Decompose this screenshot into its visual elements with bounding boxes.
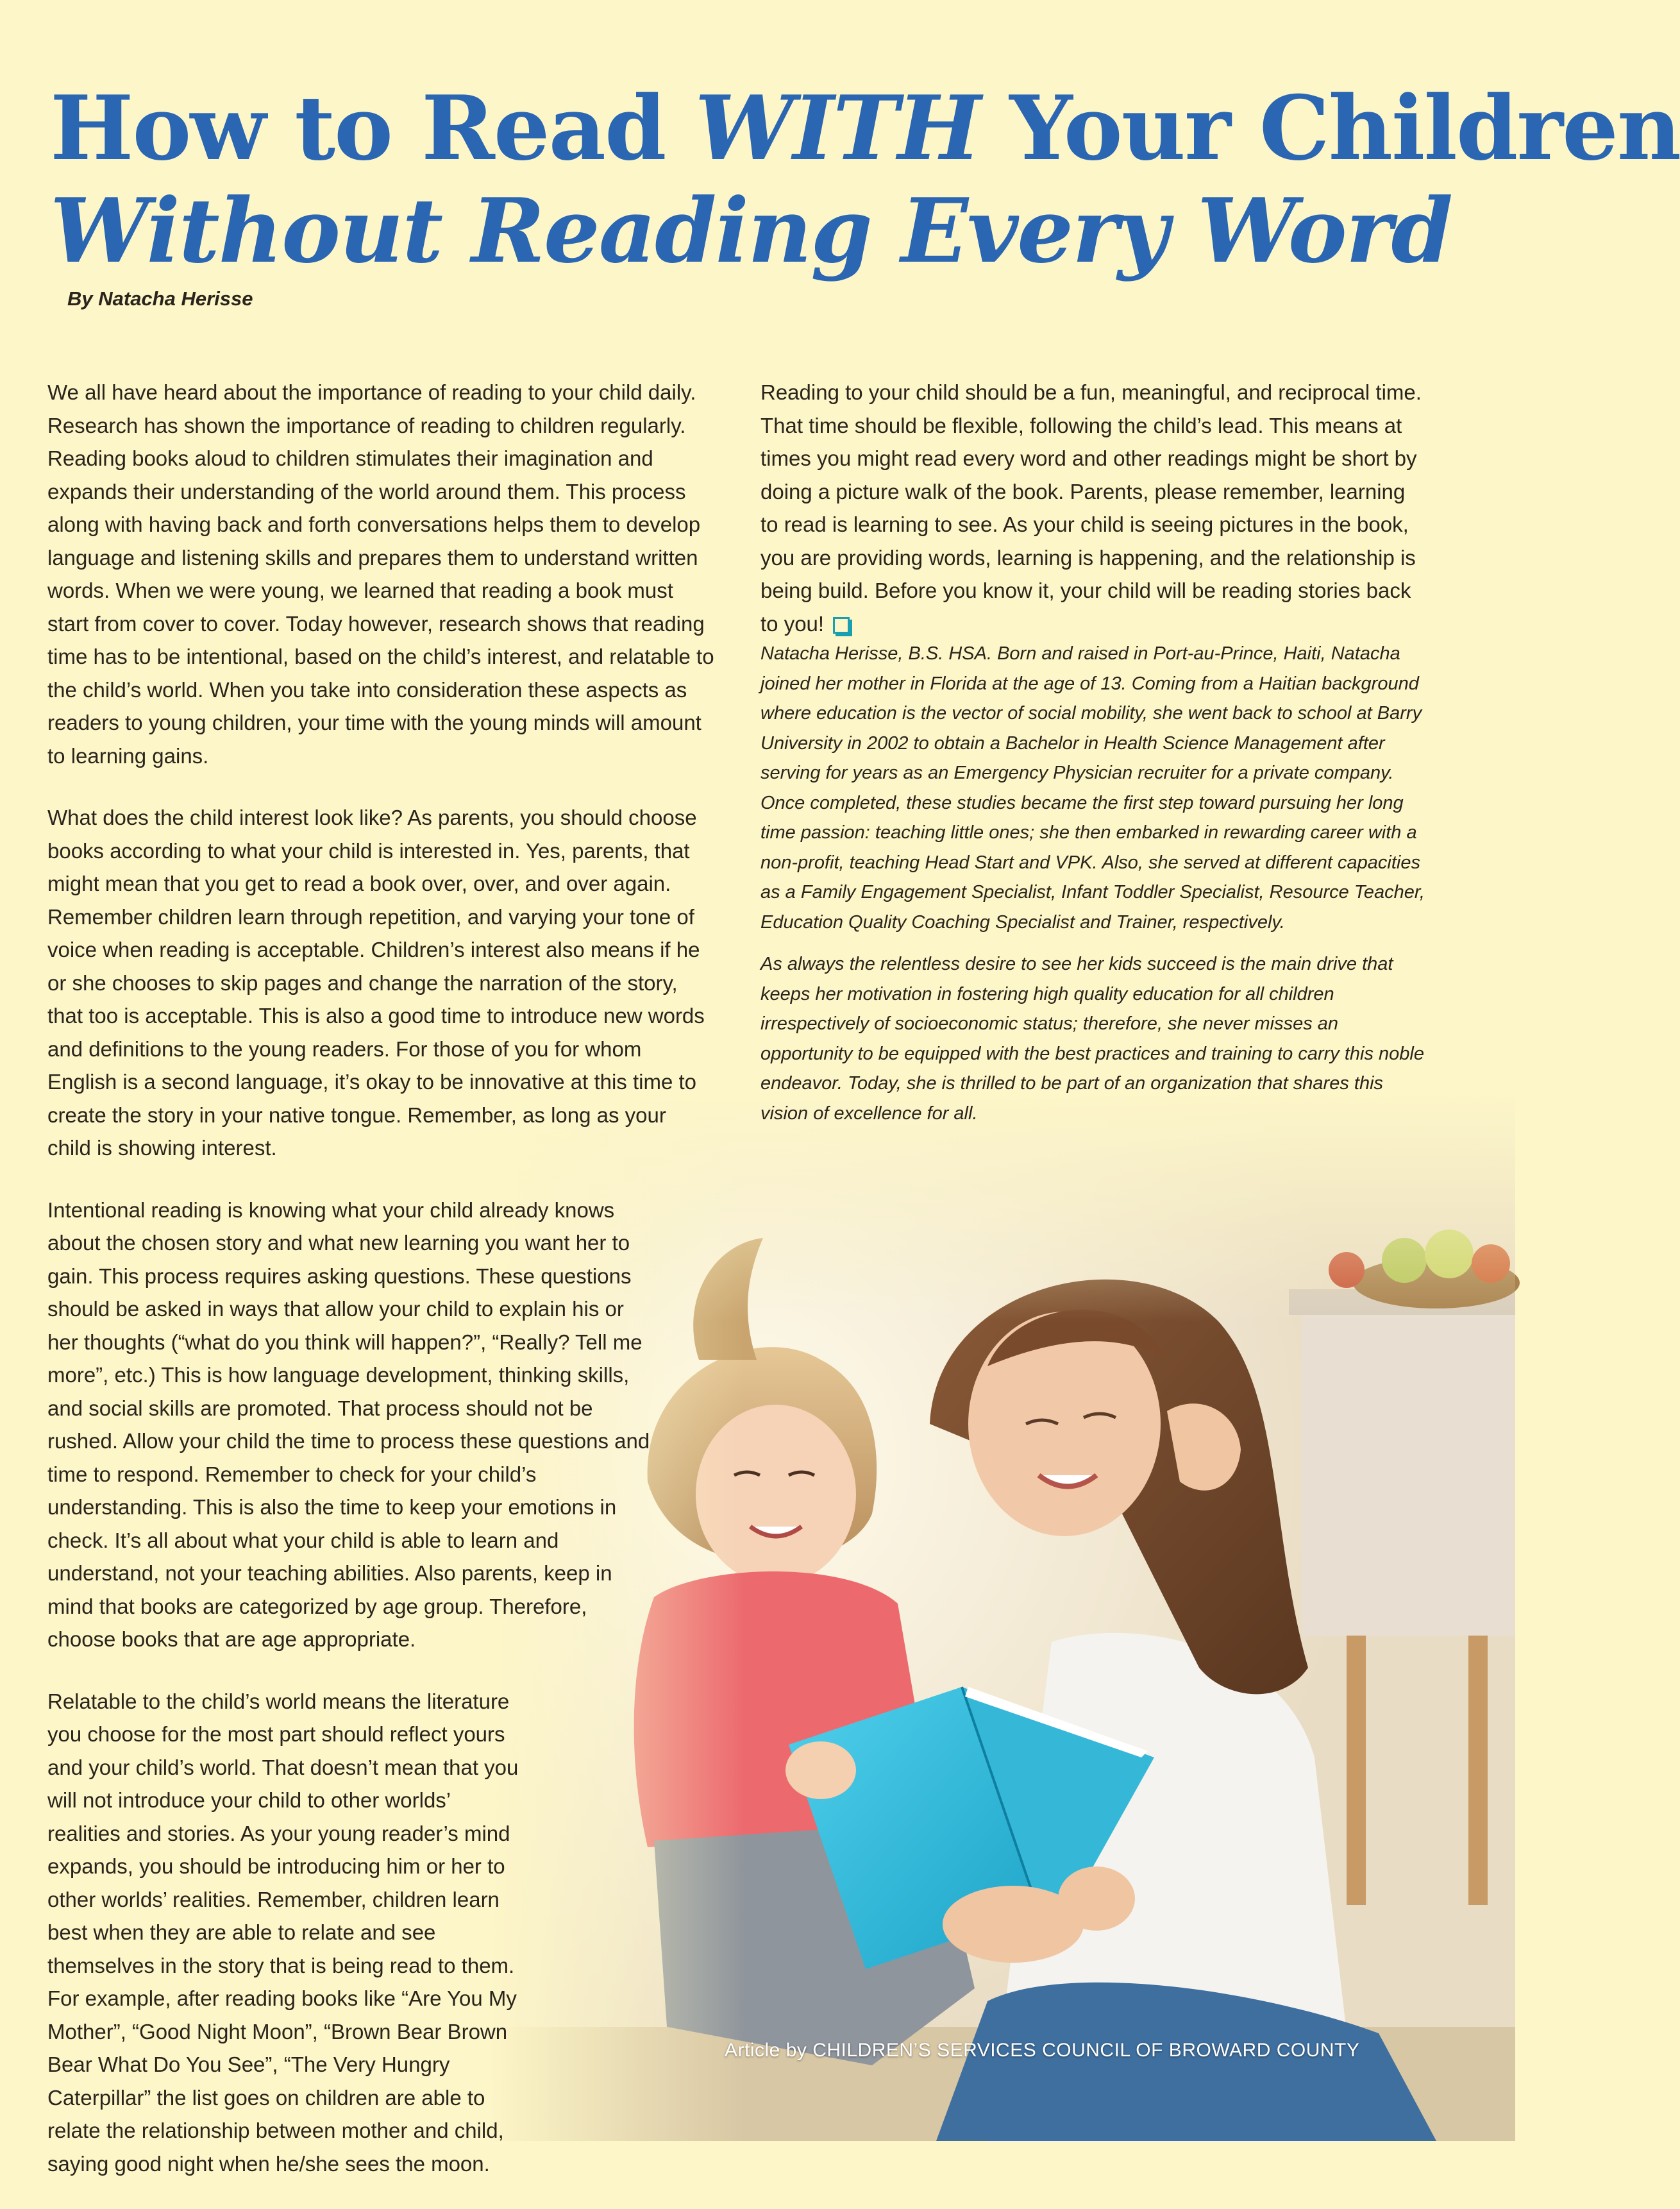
author-bio: Natacha Herisse, B.S. HSA. Born and raised in Port-au-Prince, Haiti, Natacha joined her mother in Florida at the age of 13. Coming from a Haitian background where education is the vector of social mobility, she went back to school at Barry University in 2002 to obtain a Bachelor in Health Science Management after serving for years as an Emergency Physician recruiter for a private company. Once completed, these studies became the first step toward pursuing her long time passion: teaching little ones; she then embarked in rewarding career with a non-profit, teaching Head Start and VPK. Also, she served at different capacities as a Family Engagement Specialist, Infant Toddler Specialist, Resource Teacher, Education Quality Coaching Specialist and Trainer, respectively. xyxy=(760,643,1425,933)
title-part-c: Your Children xyxy=(980,76,1680,180)
left-column xyxy=(47,376,714,2209)
square-bullet-icon xyxy=(833,617,850,634)
title-part-a: How to Read xyxy=(50,76,695,180)
author-bio-continued: As always the relentless desire to see her kids succeed is the main drive that keeps her motivation in fostering high quality education for all children irrespectively of socioeconomic status; therefore, she never misses an opportunity to be equipped with the best practices and training to carry this noble endeavor. Today, she is thrilled to be part of an organization that shares this vision of excellence for all. xyxy=(760,954,1424,1124)
title-line-2: Without Reading Every Word xyxy=(50,178,1452,283)
right-paragraph xyxy=(760,376,1427,640)
right-column xyxy=(760,376,1427,669)
paragraph-4: Relatable to the child’s world means the literature you choose for the most part should reflect yours and your child’s world. That doesn’t mean that you will not introduce your child to other worlds’ realities and stories. As your young reader’s mind expands, you should be introducing him or her to other worlds’ realities. Remember, children learn best when they are able to relate and see themselves in the story that is being read to them. For example, after reading books like “Are You My Mother”, “Good Night Moon”, “Brown Bear Brown Bear What Do You See”, “The Very Hungry Caterpillar” the list goes on children are able to relate the relationship between mother and child, saying good night when he/she sees the moon. xyxy=(47,1689,519,2176)
byline: By Natacha Herisse xyxy=(67,287,253,310)
article-credit: Article by CHILDREN’S SERVICES COUNCIL OF BROWARD COUNTY xyxy=(725,2040,1360,2061)
article-title xyxy=(50,77,1680,282)
paragraph-3: Intentional reading is knowing what your child already knows about the chosen story and what new learning you want her to gain. This process requires asking questions. These questions should be asked in ways that allow your child to explain his or her thoughts (“what do you think will happen?”, “Really? Tell me more”, etc.) This is how language development, thinking skills, and social skills are promoted. That process should not be rushed. Allow your child the time to process these questions and time to respond. Remember to check for your child’s understanding. This is also the time to keep your emotions in check. It’s all about what your child is able to learn and understand, not your teaching abilities. Also parents, keep in mind that books are categorized by age group. Therefore, choose books that are age appropriate. xyxy=(47,1198,650,1651)
paragraph-2: What does the child interest look like? As parents, you should choose books according to what your child is interested in. Yes, parents, that might mean that you get to read a book over, over, and over again. Remember children learn through repetition, and varying your tone of voice when reading is acceptable. Children’s interest also means if he or she chooses to skip pages and change the narration of the story, that too is acceptable. This is also a good time to introduce new words and definitions to the young readers. For those of you for whom English is a second language, it’s okay to be innovative at this time to create the story in your native tongue. Remember, as long as your child is showing interest. xyxy=(47,806,705,1160)
title-emphasis: WITH xyxy=(694,76,980,180)
right-paragraph-text: Reading to your child should be a fun, meaningful, and reciprocal time. That time should be flexible, following the child’s lead. This means at times you might read every word and other readings might be short by doing a picture walk of the book. Parents, please remember, learning to read is learning to see. As your child is seeing pictures in the book, you are providing words, learning is happening, and the relationship is being build. Before you know it, your child will be reading stories back to you! xyxy=(760,380,1422,636)
paragraph-1: We all have heard about the importance of reading to your child daily. Research has shown the importance of reading to children regularly. Reading books aloud to children stimulates their imagination and expands their understanding of the world around them. This process along with having back and forth conversations helps them to develop language and listening skills and prepares them to understand written words. When we were young, we learned that reading a book must start from cover to cover. Today however, research shows that reading time has to be intentional, based on the child’s interest, and relatable to the child’s world. When you take into consideration these aspects as readers to young children, your time with the young minds will amount to learning gains. xyxy=(47,380,714,768)
title-line-1 xyxy=(50,77,1680,180)
